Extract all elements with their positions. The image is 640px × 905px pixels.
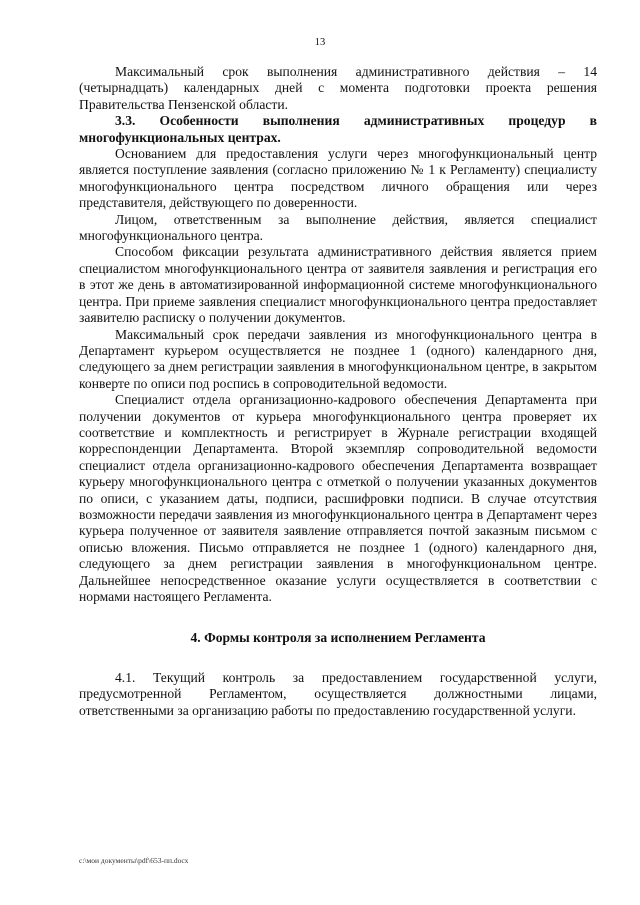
paragraph-specialist: Специалист отдела организационно-кадрового обеспечения Департамента при получении документов от курьера многофункционального центра проверяет их соответствие и комплектность и регистрирует в Журнале регистрации входящей корреспонденции Департамента. Второй экземпляр сопроводительной ведомости специалист отдела организационно-кадрового обеспечения Департамента возвращает курьеру многофункционального центра с отметкой о получении указанных документов по описи, с указанием даты, подписи, расшифровки подписи. В случае отсутствия возможности передачи заявления из многофункционального центра в Департамент через курьера полученное от заявителя заявление отправляется почтой заказным письмом с описью вложения. Письмо отправляется не позднее 1 (одного) календарного дня, следующего за днем регистрации заявления в многофункциональном центре. Дальнейшее непосредственное оказание услуги осуществляется в соответствии с нормами настоящего Регламента. — [79, 392, 597, 604]
paragraph-responsible: Лицом, ответственным за выполнение действия, является специалист многофункционального центра. — [79, 211, 597, 244]
footer-file-path: c:\мои документы\pdf\653-пп.docx — [79, 856, 189, 865]
document-body — [79, 64, 597, 719]
paragraph-fixation: Способом фиксации результата административного действия является прием специалистом многофункционального центра от заявителя заявления и регистрация его в этот же день в автоматизированной информационной системе многофункционального центра. При приеме заявления специалист многофункционального центра предоставляет заявителю расписку о получении документов. — [79, 244, 597, 326]
paragraph-max-term: Максимальный срок выполнения административного действия – 14 (четырнадцать) календарных дней с момента подготовки проекта решения Правительства Пензенской области. — [79, 64, 597, 112]
page-number: 13 — [314, 37, 326, 48]
paragraph-transfer-term: Максимальный срок передачи заявления из многофункционального центра в Департамент курьером осуществляется не позднее 1 (одного) календарного дня, следующего за днем регистрации заявления в многофункциональном центре, в закрытом конверте по описи под роспись в сопроводительной ведомости. — [79, 326, 597, 391]
heading-3-3: 3.3. Особенности выполнения административных процедур в многофункциональных центрах. — [79, 113, 597, 145]
paragraph-4-1: 4.1. Текущий контроль за предоставлением государственной услуги, предусмотренной Регламентом, осуществляется должностными лицами, ответственными за организацию работы по предоставлению государственной услуги. — [79, 669, 597, 718]
paragraph-basis: Основанием для предоставления услуги через многофункциональный центр является поступление заявления (согласно приложению № 1 к Регламенту) специалисту многофункционального центра посредством личного обращения или через представителя, действующего по доверенности. — [79, 146, 597, 211]
section-4-title: 4. Формы контроля за исполнением Регламента — [190, 630, 486, 646]
